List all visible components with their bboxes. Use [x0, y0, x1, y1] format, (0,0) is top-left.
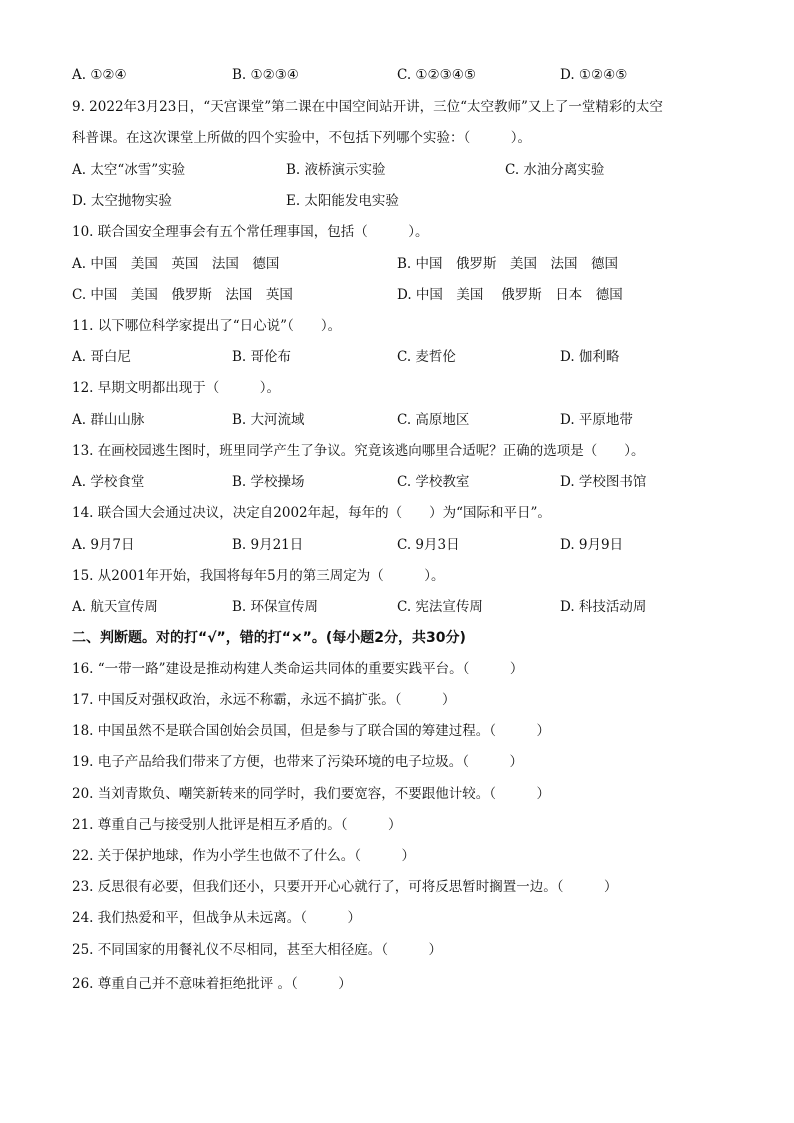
- tf-question: 25. 不同国家的用餐礼仪不尽相同，甚至大相径庭。（ ）: [72, 942, 443, 958]
- q9-option-e: E. 太阳能发电实验: [286, 193, 399, 209]
- tf-question: 26. 尊重自己并不意味着拒绝批评 。（ ）: [72, 976, 352, 992]
- q9-option-b: B. 液桥演示实验: [286, 162, 386, 178]
- q12-option-d: D. 平原地带: [560, 412, 633, 428]
- q15-option-c: C. 宪法宣传周: [397, 599, 483, 615]
- tf-question: 21. 尊重自己与接受别人批评是相互矛盾的。（ ）: [72, 817, 402, 833]
- q13-option-b: B. 学校操场: [232, 474, 305, 490]
- q13-option-c: C. 学校教室: [397, 474, 470, 490]
- q10-options-row2: [72, 285, 732, 305]
- q10-option-a: A. 中国 美国 英国 法国 德国: [72, 256, 280, 272]
- q9-option-c: C. 水油分离实验: [505, 162, 605, 178]
- q15-option-b: B. 环保宣传周: [232, 599, 319, 615]
- tf-question: 20. 当刘青欺负、嘲笑新转来的同学时，我们要宽容，不要跟他计较。（ ）: [72, 786, 551, 802]
- q9-stem-line1: 9. 2022年3月23日，“天宫课堂”第二课在中国空间站开讲，三位“太空教师”又上了一堂精彩的太空: [72, 99, 663, 115]
- tf-question: 23. 反思很有必要，但我们还小，只要开开心心就行了，可将反思暂时搁置一边。（ ）: [72, 879, 618, 895]
- q11-stem: 11. 以下哪位科学家提出了“日心说”（ ）。: [72, 318, 342, 334]
- q12-option-c: C. 高原地区: [397, 412, 470, 428]
- q10-option-c: C. 中国 美国 俄罗斯 法国 英国: [72, 287, 293, 303]
- tf-question: 17. 中国反对强权政治，永远不称霸，永远不搞扩张。（ ）: [72, 692, 456, 708]
- q8-option-a: A. ①②④: [72, 67, 127, 83]
- q11-options: [72, 347, 732, 367]
- q12-option-b: B. 大河流域: [232, 412, 305, 428]
- q8-option-c: C. ①②③④⑤: [397, 67, 476, 83]
- q10-options-row1: [72, 254, 732, 274]
- q15-stem: 15. 从2001年开始，我国将每年5月的第三周定为（ ）。: [72, 568, 445, 584]
- q8-options: [72, 65, 732, 85]
- q12-stem: 12. 早期文明都出现于（ ）。: [72, 380, 281, 396]
- q13-stem: 13. 在画校园逃生图时，班里同学产生了争议。究竟该逃向哪里合适呢？正确的选项是（ ）。: [72, 443, 645, 459]
- tf-question: 22. 关于保护地球，作为小学生也做不了什么。（ ）: [72, 848, 416, 864]
- q8-option-d: D. ①②④⑤: [560, 67, 628, 83]
- q12-options: [72, 410, 732, 430]
- q9-option-a: A. 太空“冰雪”实验: [72, 162, 186, 178]
- q12-option-a: A. 群山山脉: [72, 412, 145, 428]
- q13-options: [72, 472, 732, 492]
- q10-stem: 10. 联合国安全理事会有五个常任理事国，包括（ ）。: [72, 224, 429, 240]
- q14-stem: 14. 联合国大会通过决议，决定自2002年起，每年的（ ）为“国际和平日”。: [72, 505, 551, 521]
- tf-question: 18. 中国虽然不是联合国创始会员国，但是参与了联合国的筹建过程。（ ）: [72, 723, 551, 739]
- q15-options: [72, 597, 732, 617]
- q8-option-b: B. ①②③④: [232, 67, 299, 83]
- q15-option-a: A. 航天宣传周: [72, 599, 158, 615]
- q14-option-b: B. 9月21日: [232, 537, 304, 553]
- q14-option-c: C. 9月3日: [397, 537, 460, 553]
- q9-option-d: D. 太空抛物实验: [72, 193, 172, 209]
- q10-option-b: B. 中国 俄罗斯 美国 法国 德国: [397, 256, 619, 272]
- q15-option-d: D. 科技活动周: [560, 599, 647, 615]
- q13-option-a: A. 学校食堂: [72, 474, 145, 490]
- q10-option-d: D. 中国 美国 俄罗斯 日本 德国: [397, 287, 623, 303]
- section-heading-true-false: 二、判断题。对的打“√”，错的打“×”。(每小题2分，共30分): [72, 630, 466, 646]
- q14-option-a: A. 9月7日: [72, 537, 135, 553]
- q11-option-d: D. 伽利略: [560, 349, 620, 365]
- q11-option-c: C. 麦哲伦: [397, 349, 456, 365]
- q9-options-row1: [72, 160, 732, 180]
- q9-options-row2: [72, 191, 732, 211]
- q13-option-d: D. 学校图书馆: [560, 474, 647, 490]
- tf-question: 24. 我们热爱和平，但战争从未远离。（ ）: [72, 910, 362, 926]
- q11-option-a: A. 哥白尼: [72, 349, 131, 365]
- q11-option-b: B. 哥伦布: [232, 349, 292, 365]
- q14-options: [72, 535, 732, 555]
- tf-question: 16. “一带一路”建设是推动构建人类命运共同体的重要实践平台。（ ）: [72, 661, 524, 677]
- q14-option-d: D. 9月9日: [560, 537, 624, 553]
- tf-question: 19. 电子产品给我们带来了方便，也带来了污染环境的电子垃圾。（ ）: [72, 754, 524, 770]
- q9-stem-line2: 科普课。在这次课堂上所做的四个实验中，不包括下列哪个实验：（ ）。: [72, 130, 531, 146]
